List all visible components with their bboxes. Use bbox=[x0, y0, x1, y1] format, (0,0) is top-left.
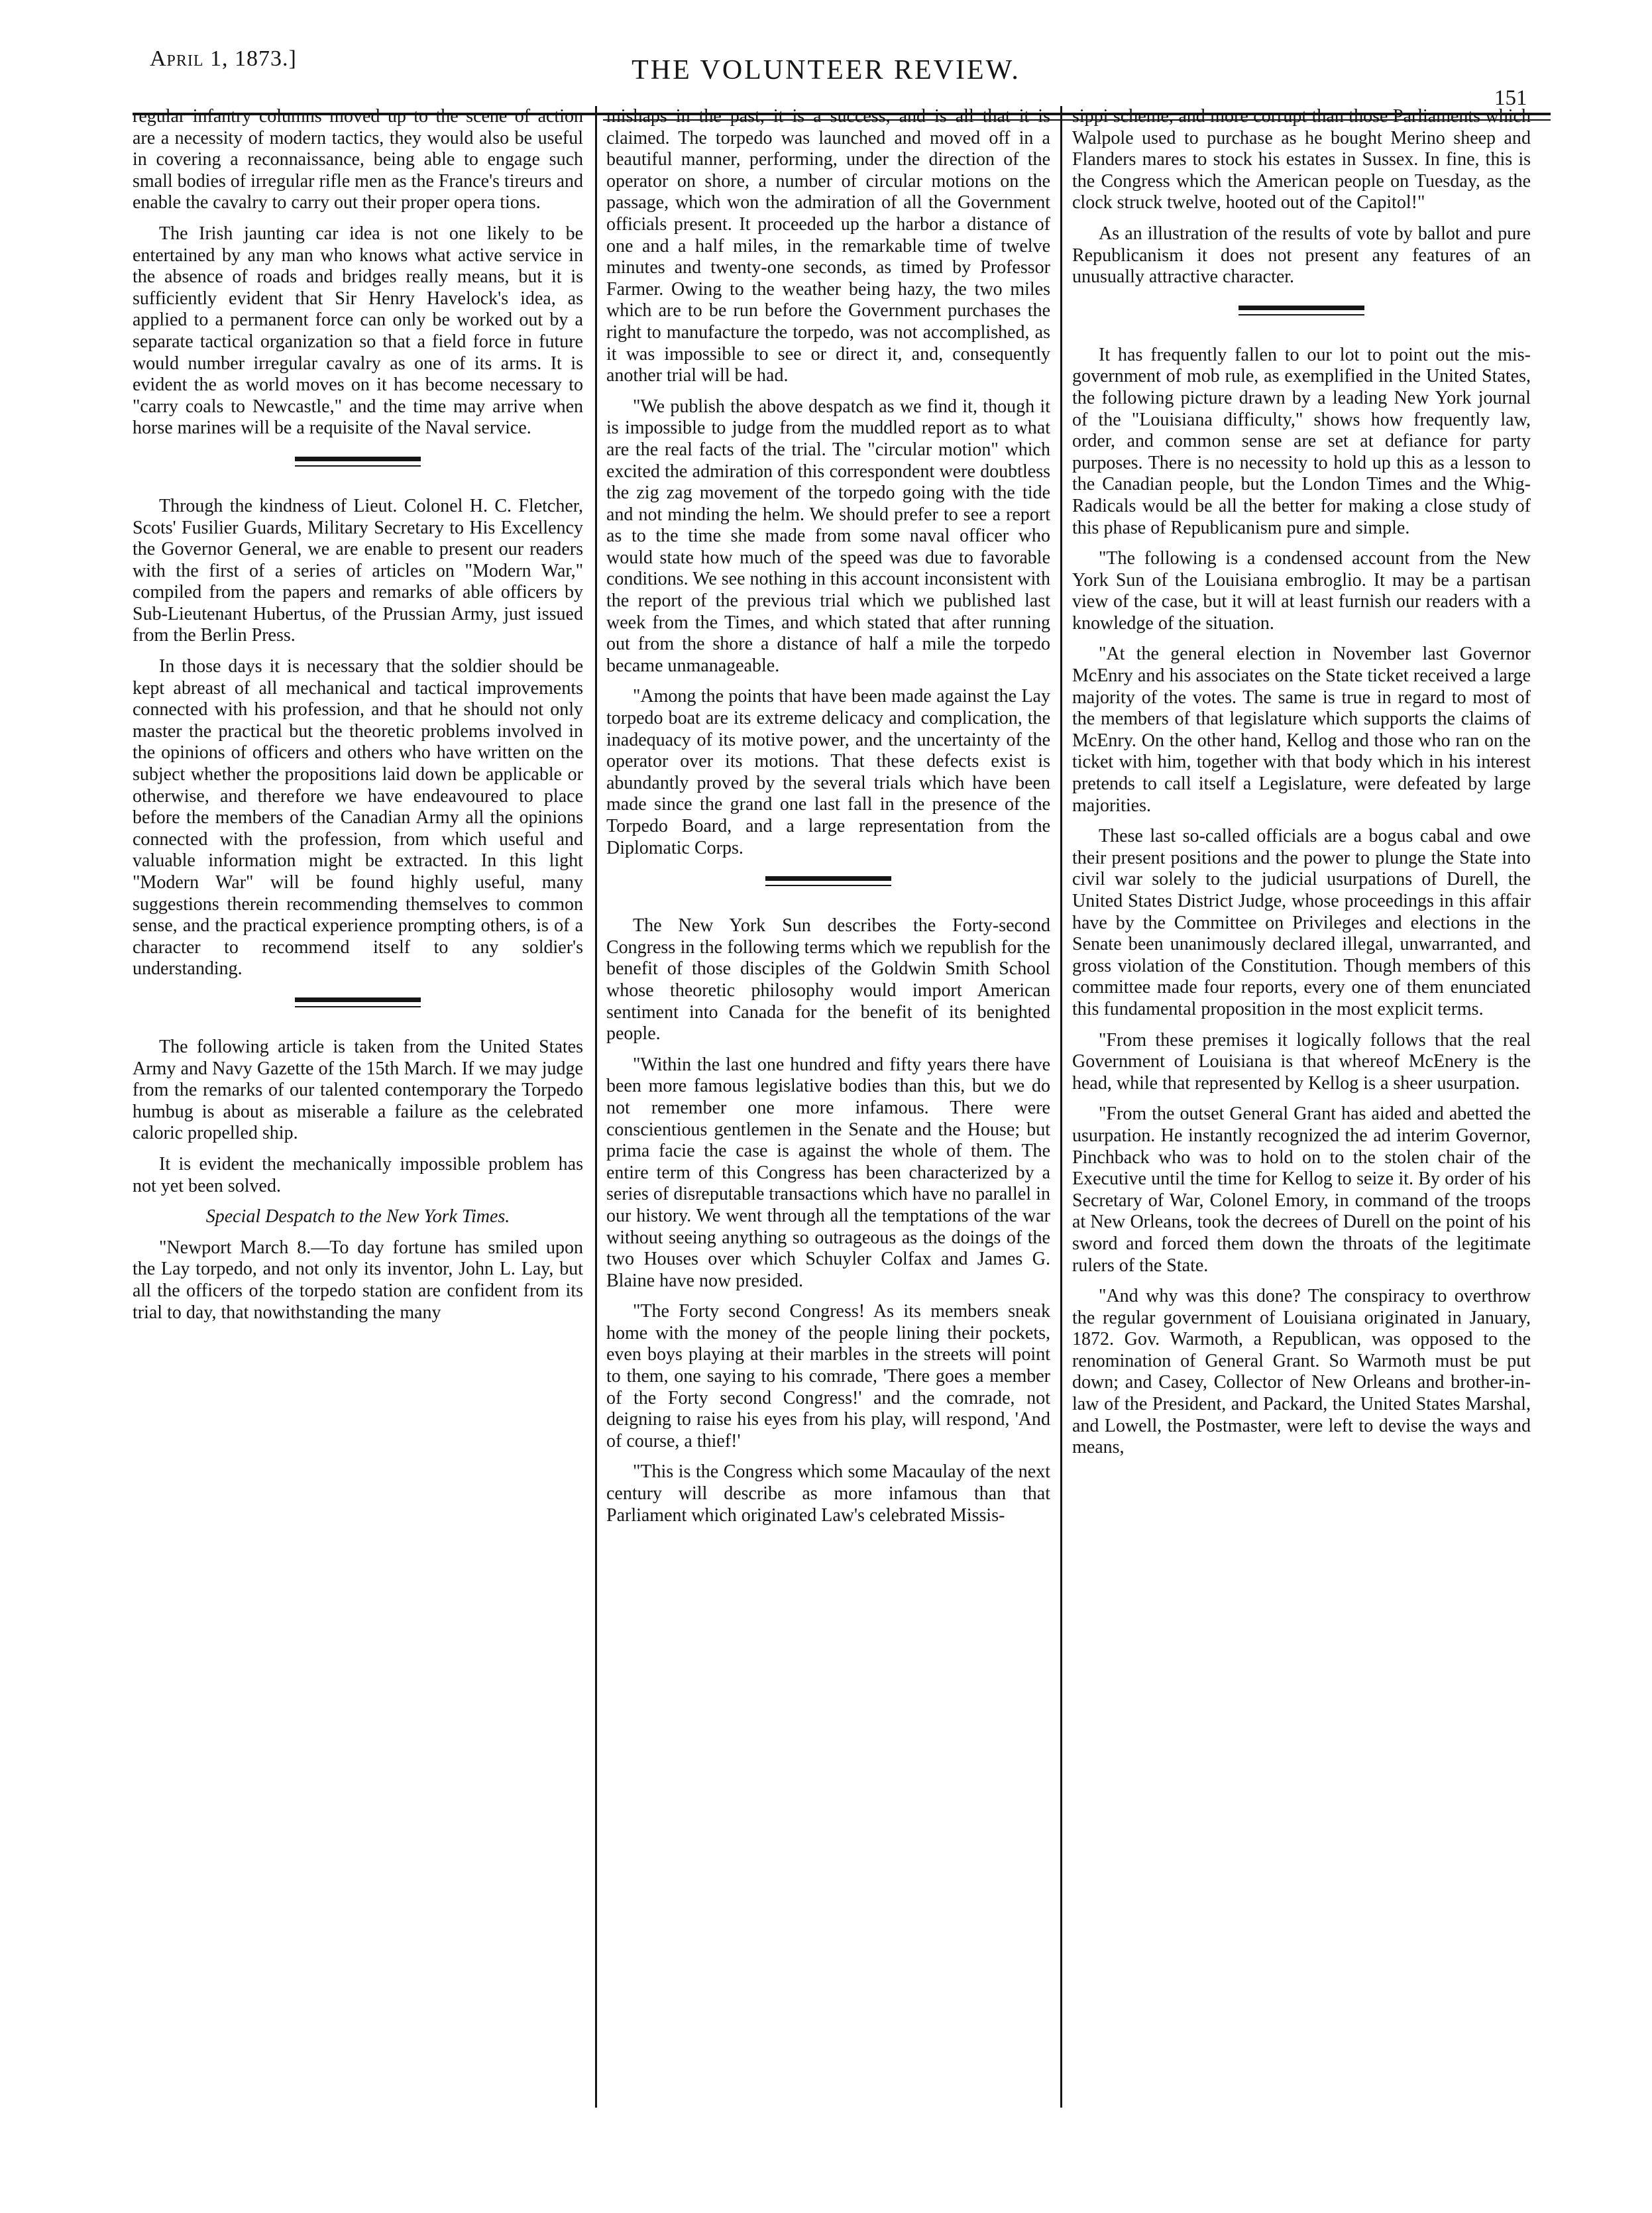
column-2 bbox=[606, 106, 1050, 1536]
article-paragraph: "This is the Congress which some Macaulay of the next century will describe as more infamous than that Parliament which originated Law's celebrated Missis- bbox=[606, 1461, 1050, 1526]
column-1 bbox=[133, 106, 583, 1333]
article-paragraph: These last so-called officials are a bogus cabal and owe their present positions and the power to plunge the State into civil war solely to the judicial usurpations of Durell, the United States District Judge, whose proceedings in this affair have by the Committee on Privileges and elections in the Senate been unanimously declared illegal, unwarranted, and gross violation of the Constitution. Though members of this committee made four reports, every one of them enunciated this fundamental proposition in the most explicit terms. bbox=[1072, 826, 1531, 1019]
article-paragraph: It is evident the mechanically impossible problem has not yet been solved. bbox=[133, 1153, 583, 1196]
column-3 bbox=[1072, 106, 1531, 1468]
section-divider bbox=[765, 876, 891, 886]
article-paragraph: "From these premises it logically follows that the real Government of Louisiana is that whereof McEnery is the head, while that represented by Kellog is a sheer usurpation. bbox=[1072, 1029, 1531, 1094]
despatch-heading: Special Despatch to the New York Times. bbox=[205, 1206, 510, 1227]
article-paragraph: The New York Sun describes the Forty-second Congress in the following terms which we republish for the benefit of those disciples of the Goldwin Smith School whose theoretic philosophy would import American sentiment into Canada for the benefit of its benighted people. bbox=[606, 915, 1050, 1045]
article-paragraph: "The Forty second Congress! As its members sneak home with the money of the people lining their pockets, even boys playing at their marbles in the streets will point to them, one saying to his comrade, 'There goes a member of the Forty second Congress!' and the comrade, not deigning to raise his eyes from his play, will respond, 'And of course, a thief!' bbox=[606, 1301, 1050, 1451]
article-paragraph: "Among the points that have been made against the Lay torpedo boat are its extreme delicacy and complication, the inadequacy of its motive power, and the uncertainty of the operator over its motions. That these defects exist is abundantly proved by the several trials which have been made since the grand one last fall in the presence of the Torpedo Board, and a large representation from the Diplomatic Corps. bbox=[606, 686, 1050, 858]
column-separator bbox=[595, 106, 597, 2108]
page-number: 151 bbox=[1494, 86, 1527, 110]
article-paragraph: As an illustration of the results of vote by ballot and pure Republicanism it does not present any features of an unusually attractive character. bbox=[1072, 223, 1531, 288]
article-paragraph: "The following is a condensed account from the New York Sun of the Louisiana embroglio. It may be a partisan view of the case, but it will at least furnish our readers with a knowledge of the situation. bbox=[1072, 548, 1531, 634]
article-paragraph: The Irish jaunting car idea is not one likely to be entertained by any man who knows what active service in the absence of roads and bridges really means, but it is sufficiently evident that Sir Henry Havelock's idea, as applied to a permanent force can only be worked out by a separate tactical organization so that a field force in future would number irregular cavalry as one of its arms. It is evident the as world moves on it has become necessary to "carry coals to Newcastle," and the time may arrive when horse marines will be a requisite of the Naval service. bbox=[133, 223, 583, 439]
article-paragraph: "Within the last one hundred and fifty years there have been more famous legislative bodies than this, but we do not remember one more infamous. There were conscientious gentlemen in the Senate and the House; but prima facie the case is against the whole of them. The entire term of this Congress has been characterized by a series of disreputable transactions which have no parallel in our history. We went through all the temptations of the war without seeing anything so outrageous as the doings of the two Houses over which Schuyler Colfax and James G. Blaine have now presided. bbox=[606, 1054, 1050, 1291]
section-divider bbox=[1239, 306, 1364, 315]
article-paragraph: "At the general election in November last Governor McEnry and his associates on the State ticket received a large majority of the votes. The same is true in regard to most of the members of that legislature which supports the claims of McEnry. On the other hand, Kellog and those who ran on the ticket with him, together with that body which in his interest pretends to call itself a Legislature, were defeated by large majorities. bbox=[1072, 644, 1531, 816]
article-paragraph: The following article is taken from the United States Army and Navy Gazette of the 15th March. If we may judge from the remarks of our talented contemporary the Torpedo humbug is about as miserable a failure as the celebrated caloric propelled ship. bbox=[133, 1036, 583, 1144]
article-paragraph: regular infantry columns moved up to the scene of action are a necessity of modern tactics, they would also be useful in covering a reconnaissance, being able to engage such small bodies of irregular rifle men as the France's tireurs and enable the cavalry to carry out their proper opera tions. bbox=[133, 106, 583, 213]
article-paragraph: mishaps in the past, it is a success, and is all that it is claimed. The torpedo was launched and moved off in a beautiful manner, performing, under the direction of the operator on shore, a number of circular motions on the passage, which won the admiration of all the Government officials present. It proceeded up the harbor a distance of one and a half miles, in the remarkable time of twelve minutes and twenty-one seconds, as timed by Professor Farmer. Owing to the weather being hazy, the two miles which are to be run before the Government purchases the right to manufacture the torpedo, was not accomplished, as it was impossible to see or direct it, and, consequently another trial will be had. bbox=[606, 106, 1050, 386]
article-paragraph: In those days it is necessary that the soldier should be kept abreast of all mechanical and tactical improvements connected with his profession, and that he should not only master the practical but the theoretic problems involved in the opinions of officers and others who have written on the subject whether the propositions laid down be applicable or otherwise, and therefore we have endeavoured to place before the members of the Canadian Army all the opinions connected with the profession, from which useful and valuable information might be extracted. In this light "Modern War" will be found highly useful, many suggestions therein recommending themselves to common sense, and the practical experience prompting others, is of a character to recommend itself to any soldier's understanding. bbox=[133, 656, 583, 980]
article-paragraph: sippi scheme, and more corrupt than those Parliaments which Walpole used to purchase as he bought Merino sheep and Flanders mares to stock his estates in Sussex. In fine, this is the Congress which the American people on Tuesday, as the clock struck twelve, hooted out of the Capitol!" bbox=[1072, 106, 1531, 213]
column-separator bbox=[1060, 106, 1062, 2108]
section-divider bbox=[295, 457, 421, 467]
article-paragraph: It has frequently fallen to our lot to point out the mis-government of mob rule, as exemplified in the United States, the following picture drawn by a leading New York journal of the "Louisiana difficulty," shows how frequently law, order, and common sense are set at defiance for party purposes. There is no necessity to hold up this as a lesson to the Canadian people, but the London Times and the Whig-Radicals would be all the better for making a close study of this phase of Republicanism pure and simple. bbox=[1072, 344, 1531, 538]
issue-date: April 1, 1873.] bbox=[150, 46, 297, 71]
article-paragraph: "And why was this done? The conspiracy to overthrow the regular government of Louisiana originated in January, 1872. Gov. Warmoth, a Republican, was opposed to the renomination of General Grant. So Warmoth must be put down; and Casey, Collector of New Orleans and brother-in-law of the President, and Packard, the United States Marshal, and Lowell, the Postmaster, were left to devise the ways and means, bbox=[1072, 1286, 1531, 1458]
article-paragraph: "From the outset General Grant has aided and abetted the usurpation. He instantly recognized the ad interim Governor, Pinchback who was to hold on to the stolen chair of the Executive until the time for Kellog to seize it. By order of his Secretary of War, Colonel Emory, in command of the troops at New Orleans, took the decrees of Durell on the point of his sword and forced them down the throats of the legitimate rulers of the State. bbox=[1072, 1104, 1531, 1276]
section-divider bbox=[295, 997, 421, 1007]
masthead-title: THE VOLUNTEER REVIEW. bbox=[632, 55, 1020, 85]
article-paragraph: "We publish the above despatch as we find it, though it is impossible to judge from the muddled report as to what are the real facts of the trial. The "circular motion" which excited the admiration of this correspondent were doubtless the zig zag movement of the torpedo going with the tide and not minding the helm. We should prefer to see a report as to the time she made from some naval officer who would state how much of the speed was due to favorable conditions. We see nothing in this account inconsistent with the report of the previous trial which we published last week from the Times, and which stated that after running out from the shore a distance of half a mile the torpedo became unmanageable. bbox=[606, 396, 1050, 676]
article-paragraph: "Newport March 8.—To day fortune has smiled upon the Lay torpedo, and not only its inventor, John L. Lay, but all the officers of the torpedo station are confident from its trial to day, that nowithstanding the many bbox=[133, 1237, 583, 1323]
article-paragraph: Through the kindness of Lieut. Colonel H. C. Fletcher, Scots' Fusilier Guards, Military Secretary to His Excellency the Governor General, we are enable to present our readers with the first of a series of articles on "Modern War," compiled from the papers and remarks of able officers by Sub-Lieutenant Hubertus, of the Prussian Army, just issued from the Berlin Press. bbox=[133, 495, 583, 646]
